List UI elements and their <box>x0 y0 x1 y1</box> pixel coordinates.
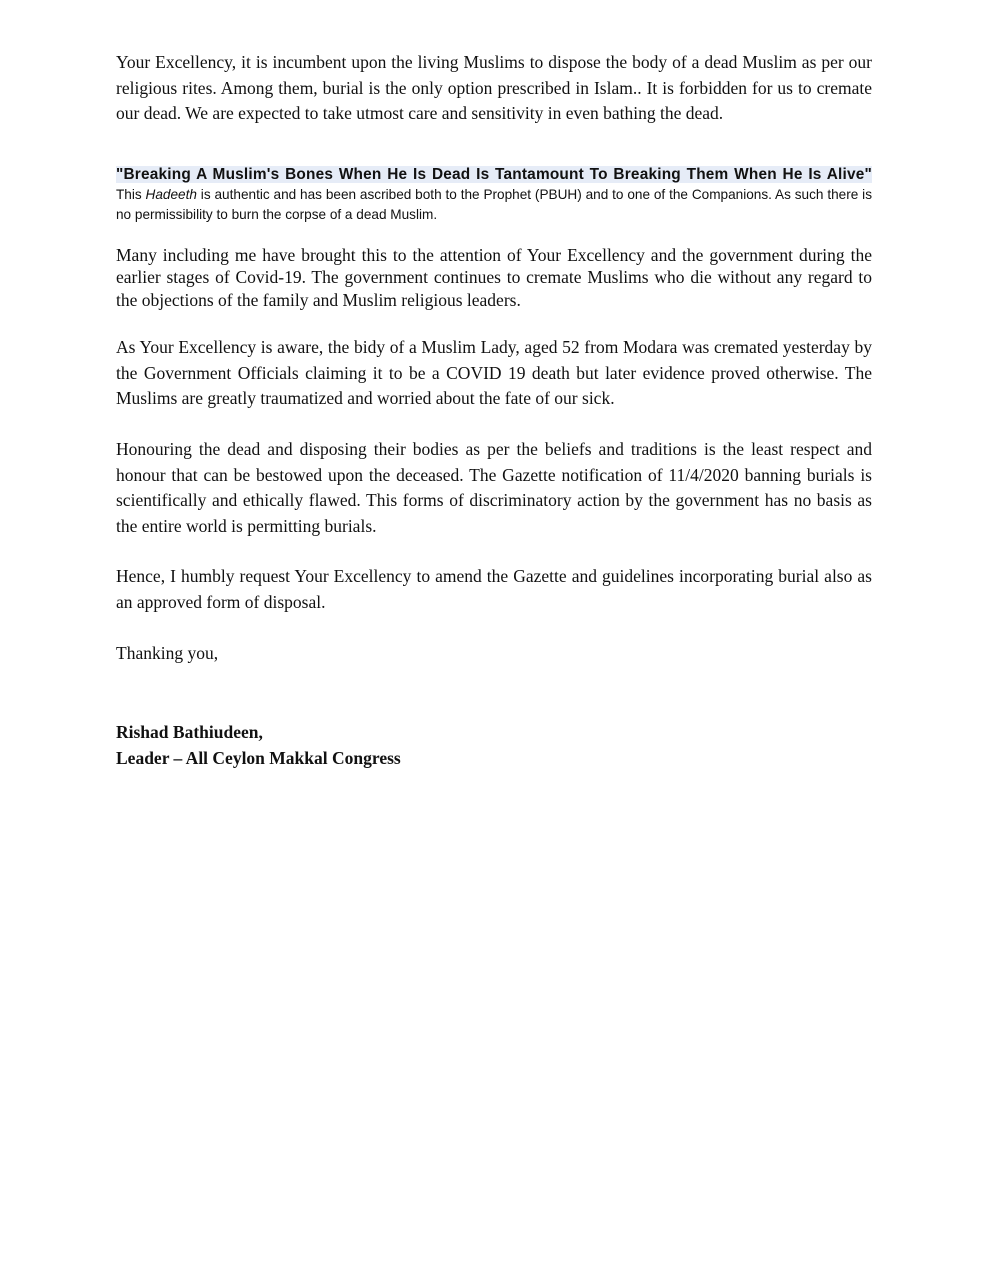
signature-block <box>116 720 872 771</box>
paragraph-earlier-attention: Many including me have brought this to the attention of Your Excellency and the government during the earlier stages of Covid-19. The government continues to cremate Muslims who die without any regard to the objections of the family and Muslim religious leaders. <box>116 244 872 310</box>
closing-line: Thanking you, <box>116 642 219 663</box>
letter-page <box>116 50 872 771</box>
paragraph-modara-case: As Your Excellency is aware, the bidy of a Muslim Lady, aged 52 from Modara was cremated yesterday by the Government Officials claiming it to be a COVID 19 death but later evidence proved otherwise. The Muslims are greatly traumatized and worried about the fate of our sick. <box>116 337 872 409</box>
hadeeth-body-post: is authentic and has been ascribed both to the Prophet (PBUH) and to one of the Companions. As such there is no permissibility to burn the corpse of a dead Muslim. <box>116 186 872 222</box>
signature-title: Leader – All Ceylon Makkal Congress <box>116 747 401 768</box>
paragraph-gazette-flawed: Honouring the dead and disposing their bodies as per the beliefs and traditions is the least respect and honour that can be bestowed upon the deceased. The Gazette notification of 11/4/2020 banning burials is scientifically and ethically flawed. This forms of discriminatory action by the government has no basis as the entire world is permitting burials. <box>116 439 872 536</box>
hadeeth-quote-title: "Breaking A Muslim's Bones When He Is Dead Is Tantamount To Breaking Them When He Is Alive" <box>116 165 872 183</box>
hadeeth-quote-block <box>116 165 872 225</box>
paragraph-burial-rites: Your Excellency, it is incumbent upon the living Muslims to dispose the body of a dead Muslim as per our religious rites. Among them, burial is the only option prescribed in Islam.. It is forbidden for us to cremate our dead. We are expected to take utmost care and sensitivity in even bathing the dead. <box>116 52 872 124</box>
signature-name: Rishad Bathiudeen, <box>116 722 263 743</box>
hadeeth-term: Hadeeth <box>145 186 197 202</box>
hadeeth-body-pre: This <box>116 186 146 202</box>
paragraph-request: Hence, I humbly request Your Excellency to amend the Gazette and guidelines incorporating burial also as an approved form of disposal. <box>116 566 872 613</box>
